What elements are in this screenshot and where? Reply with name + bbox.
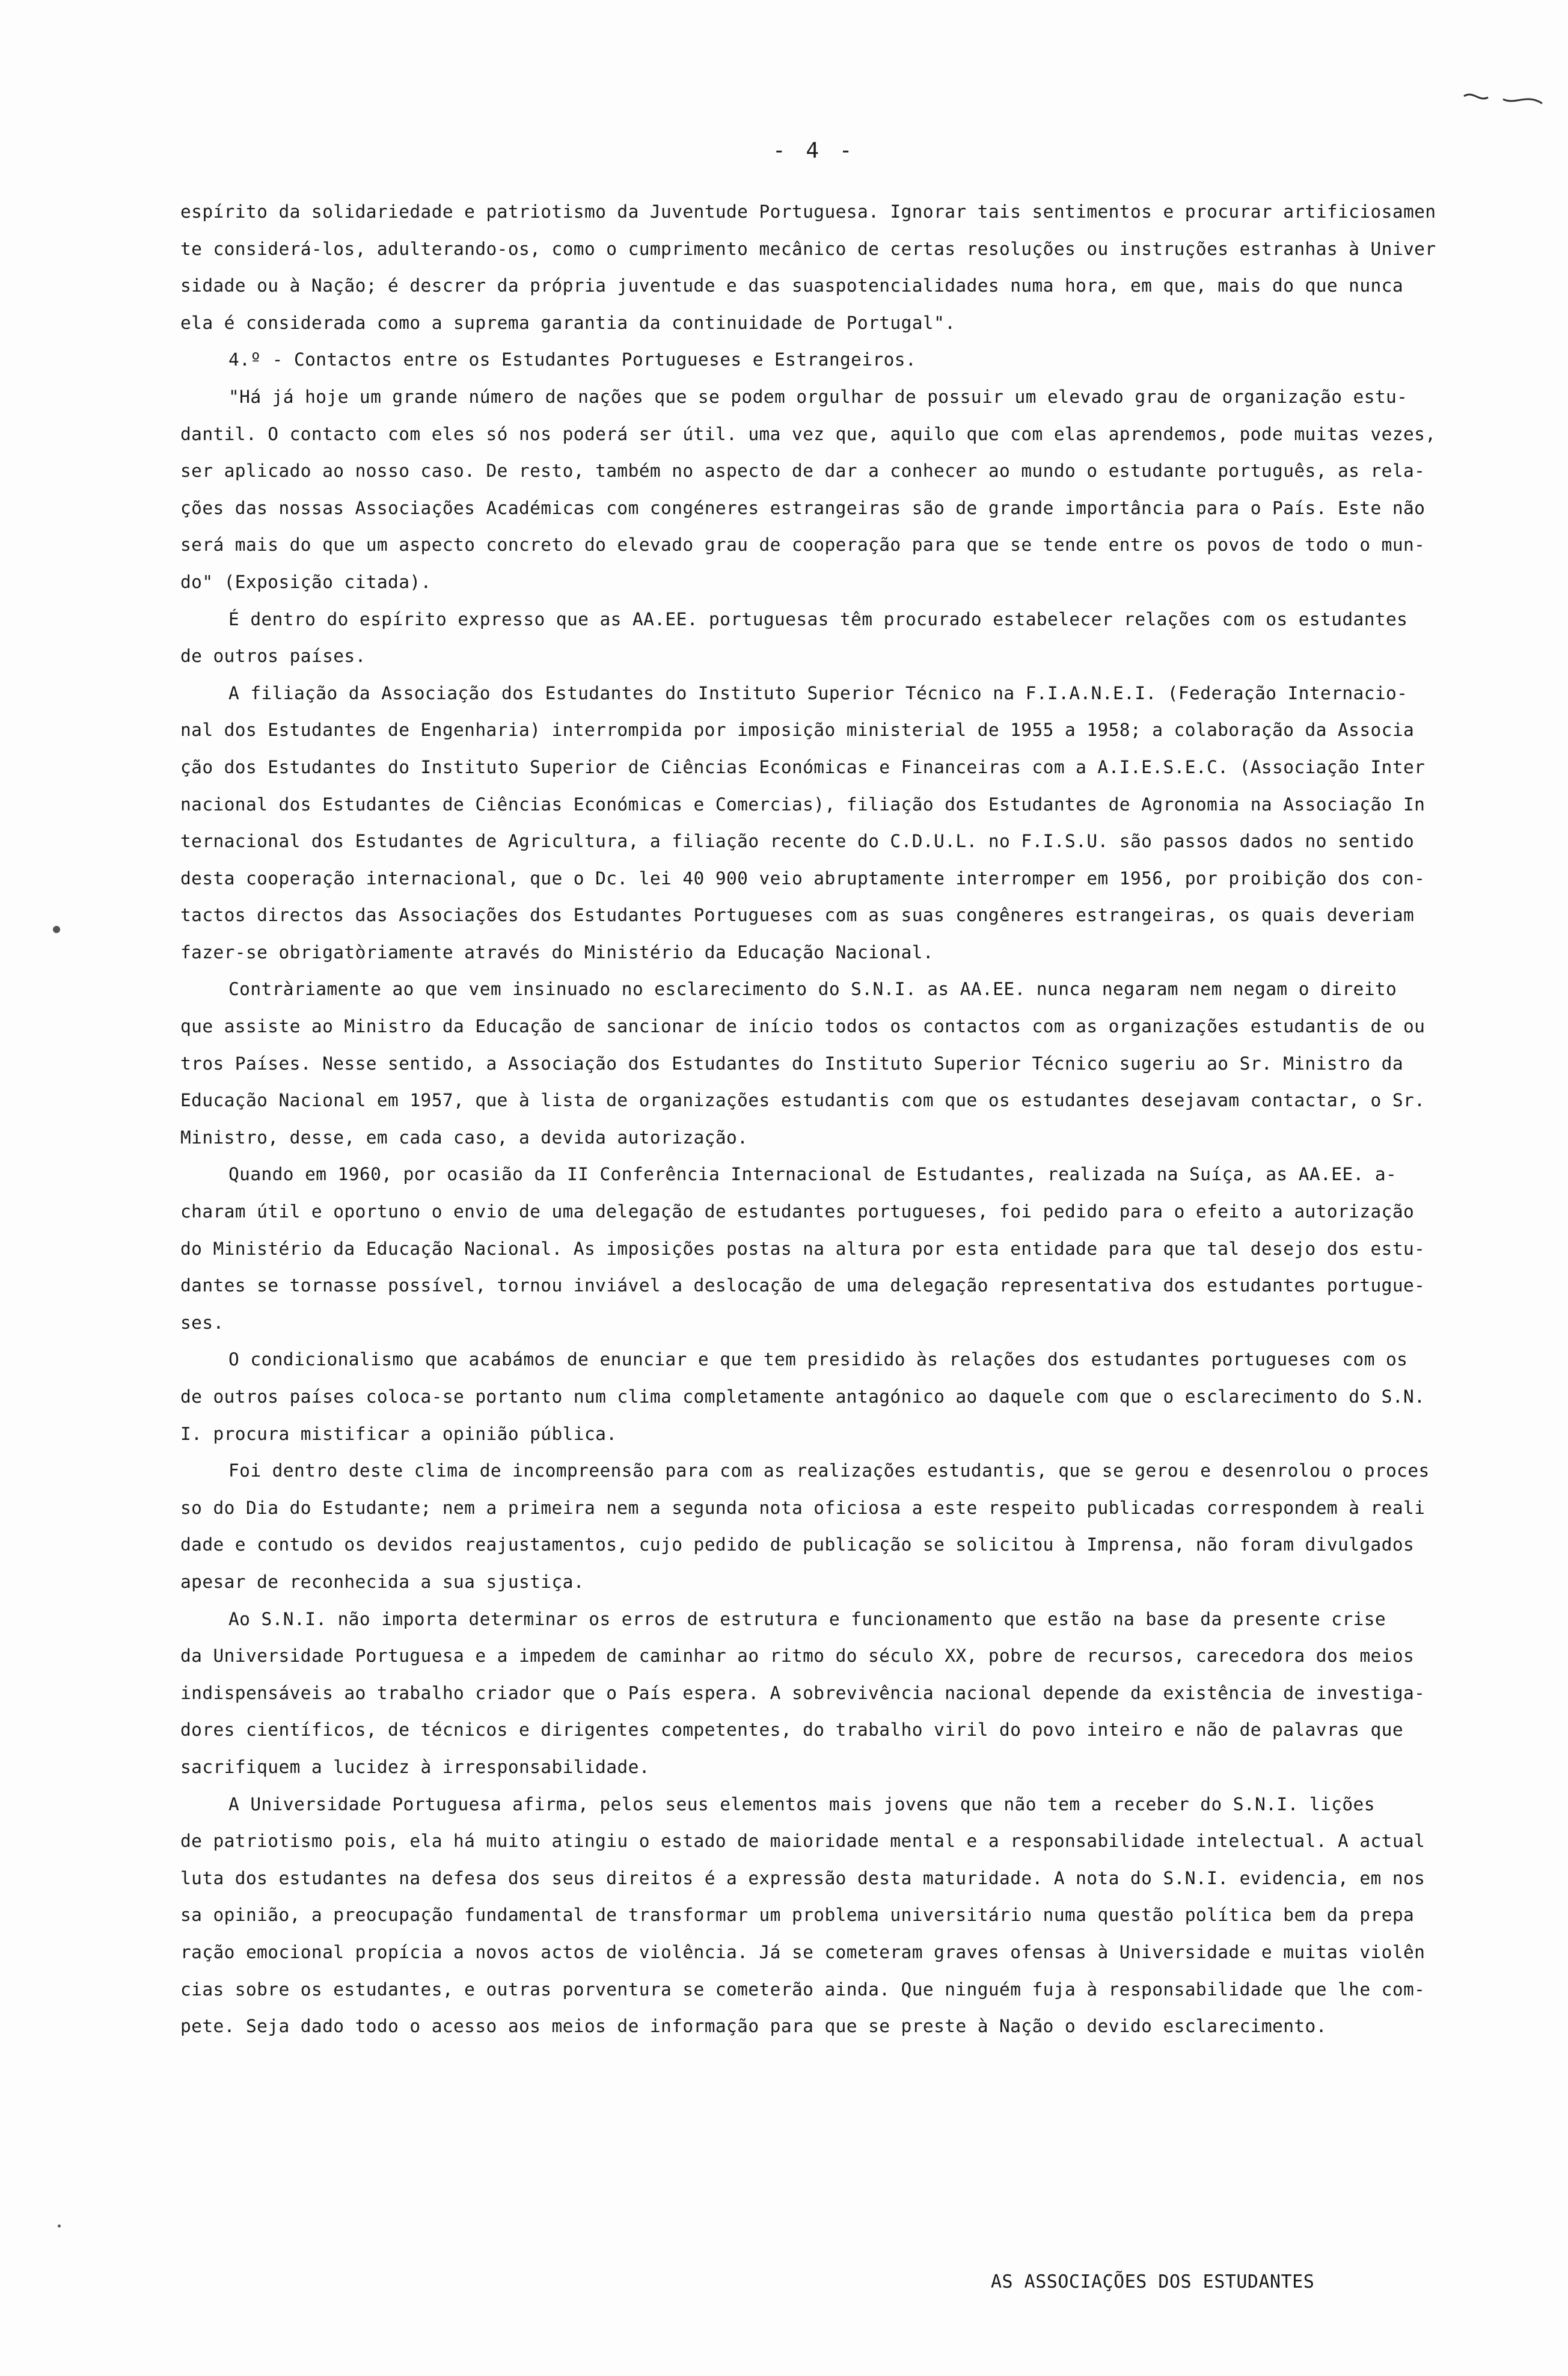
body-line: tactos directos das Associações dos Estudantes Portugueses com as suas congêneres estrangeiras, os quais deveriam <box>180 905 1415 926</box>
body-line: espírito da solidariedade e patriotismo da Juventude Portuguesa. Ignorar tais sentimentos e procurar artificiosamen <box>180 201 1436 222</box>
body-line: ração emocional propícia a novos actos de violência. Já se cometeram graves ofensas à Universidade e muitas violên <box>180 1941 1426 1962</box>
body-line: será mais do que um aspecto concreto do elevado grau de cooperação para que se tende entre os povos de todo o mun- <box>180 534 1426 556</box>
body-line: sacrifiquem a lucidez à irresponsabilidade. <box>180 1756 650 1777</box>
body-line: Ministro, desse, em cada caso, a devida autorização. <box>180 1127 749 1148</box>
body-line: pete. Seja dado todo o acesso aos meios de informação para que se preste à Nação o devido esclarecimento. <box>180 2016 1327 2037</box>
body-line: nal dos Estudantes de Engenharia) interrompida por imposição ministerial de 1955 a 1958; a colaboração da Associa <box>180 720 1415 741</box>
body-line: A filiação da Associação dos Estudantes do Instituto Superior Técnico na F.I.A.N.E.I. (Federação Internacio- <box>228 682 1408 703</box>
body-line: ser aplicado ao nosso caso. De resto, também no aspecto de dar a conhecer ao mundo o estudante português, as rela- <box>180 461 1426 482</box>
body-line: charam útil e oportuno o envio de uma delegação de estudantes portugueses, foi pedido para o efeito a autorização <box>180 1201 1415 1222</box>
body-line: ção dos Estudantes do Instituto Superior de Ciências Económicas e Financeiras com a A.I.E.S.E.C. (Associação Inter <box>180 756 1426 777</box>
body-line: Educação Nacional em 1957, que à lista de organizações estudantis com que os estudantes desejavam contactar, o Sr. <box>180 1090 1426 1111</box>
body-line: de patriotismo pois, ela há muito atingiu o estado de maioridade mental e a responsabilidade intelectual. A actual <box>180 1831 1426 1852</box>
body-line: nacional dos Estudantes de Ciências Económicas e Comercias), filiação dos Estudantes de Agronomia na Associação In <box>180 794 1426 815</box>
margin-mark <box>58 2224 61 2228</box>
body-line: Contràriamente ao que vem insinuado no esclarecimento do S.N.I. as AA.EE. nunca negaram nem negam o direito <box>228 979 1397 1000</box>
body-line: ções das nossas Associações Académicas com congéneres estrangeiras são de grande importância para o País. Este não <box>180 497 1426 518</box>
body-line: ses. <box>180 1312 224 1333</box>
body-line: I. procura mistificar a opinião pública. <box>180 1423 617 1444</box>
body-line: te considerá-los, adulterando-os, como o cumprimento mecânico de certas resoluções ou instruções estranhas à Univer <box>180 238 1436 259</box>
body-line: sidade ou à Nação; é descrer da própria juventude e das suaspotencialidades numa hora, em que, mais do que nunca <box>180 275 1403 296</box>
punch-hole-mark <box>53 926 60 933</box>
body-line: dantes se tornasse possível, tornou inviável a deslocação de uma delegação representativa dos estudantes portugue- <box>180 1275 1426 1296</box>
body-line: apesar de reconhecida a sua sjustiça. <box>180 1571 584 1592</box>
body-line: cias sobre os estudantes, e outras porventura se cometerão ainda. Que ninguém fuja à responsabilidade que lhe com- <box>180 1979 1426 2000</box>
body-line: A Universidade Portuguesa afirma, pelos seus elementos mais jovens que não tem a receber do S.N.I. lições <box>228 1793 1375 1814</box>
body-line: do Ministério da Educação Nacional. As imposições postas na altura por esta entidade para que tal desejo dos estu- <box>180 1238 1426 1259</box>
body-line: do" (Exposição citada). <box>180 571 432 592</box>
document-body <box>180 194 1473 2045</box>
body-line: luta dos estudantes na defesa dos seus direitos é a expressão desta maturidade. A nota do S.N.I. evidencia, em nos <box>180 1867 1426 1888</box>
body-line: da Universidade Portuguesa e a impedem de caminhar ao ritmo do século XX, pobre de recursos, carecedora dos meios <box>180 1646 1415 1667</box>
body-line: dores científicos, de técnicos e dirigentes competentes, do trabalho viril do povo inteiro e não de palavras que <box>180 1719 1403 1741</box>
body-line: ternacional dos Estudantes de Agricultura, a filiação recente do C.D.U.L. no F.I.S.U. são passos dados no sentido <box>180 831 1415 852</box>
body-line: tros Países. Nesse sentido, a Associação dos Estudantes do Instituto Superior Técnico sugeriu ao Sr. Ministro da <box>180 1053 1403 1074</box>
section-heading: 4.º - Contactos entre os Estudantes Portugueses e Estrangeiros. <box>228 349 917 370</box>
page-number: - 4 - <box>773 138 856 163</box>
body-line: ela é considerada como a suprema garantia da continuidade de Portugal". <box>180 312 956 333</box>
body-line: fazer-se obrigatòriamente através do Ministério da Educação Nacional. <box>180 942 934 963</box>
body-line: que assiste ao Ministro da Educação de sancionar de início todos os contactos com as organizações estudantis de ou <box>180 1016 1426 1037</box>
body-line: de outros países. <box>180 646 366 667</box>
body-line: indispensáveis ao trabalho criador que o País espera. A sobrevivência nacional depende da existência de investiga- <box>180 1682 1426 1703</box>
body-line: Quando em 1960, por ocasião da II Conferência Internacional de Estudantes, realizada na Suíça, as AA.EE. a- <box>228 1164 1397 1185</box>
body-line: so do Dia do Estudante; nem a primeira nem a segunda nota oficiosa a este respeito publicadas correspondem à reali <box>180 1497 1426 1518</box>
body-line: sa opinião, a preocupação fundamental de transformar um problema universitário numa questão política bem da prepa <box>180 1905 1415 1926</box>
body-line: Ao S.N.I. não importa determinar os erros de estrutura e funcionamento que estão na base da presente crise <box>228 1608 1386 1629</box>
body-line: dade e contudo os devidos reajustamentos, cujo pedido de publicação se solicitou à Imprensa, não foram divulgados <box>180 1534 1415 1555</box>
signature: AS ASSOCIAÇÕES DOS ESTUDANTES <box>991 2271 1315 2292</box>
body-line: É dentro do espírito expresso que as AA.EE. portuguesas têm procurado estabelecer relações com os estudantes <box>228 608 1408 629</box>
body-line: de outros países coloca-se portanto num clima completamente antagónico ao daquele com que o esclarecimento do S.N. <box>180 1386 1426 1407</box>
body-line: desta cooperação internacional, que o Dc. lei 40 900 veio abruptamente interromper em 1956, por proibição dos con- <box>180 868 1426 889</box>
body-line: O condicionalismo que acabámos de enunciar e que tem presidido às relações dos estudantes portugueses com os <box>228 1349 1408 1370</box>
body-line: Foi dentro deste clima de incompreensão para com as realizações estudantis, que se gerou e desenrolou o proces <box>228 1460 1430 1481</box>
body-line: dantil. O contacto com eles só nos poderá ser útil. uma vez que, aquilo que com elas aprendemos, pode muitas vezes, <box>180 423 1436 444</box>
body-line: "Há já hoje um grande número de nações que se podem orgulhar de possuir um elevado grau de organização estu- <box>228 386 1408 407</box>
handwritten-mark <box>1461 84 1545 114</box>
